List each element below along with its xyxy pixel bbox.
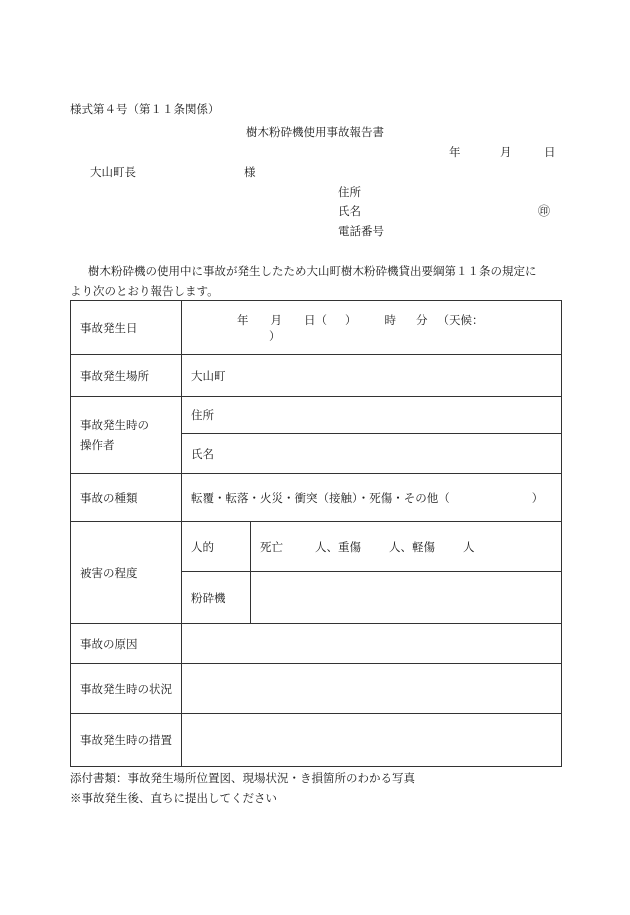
accident-time-hour: 時: [384, 312, 396, 327]
accident-type-field[interactable]: [182, 474, 562, 522]
accident-cause-field[interactable]: [182, 624, 562, 664]
row-accident-date: [71, 301, 562, 355]
damage-label: 被害の程度: [71, 522, 182, 624]
addressee: 大山町長: [90, 165, 136, 179]
applicant-address-label: 住所: [338, 185, 361, 199]
accident-type-close: ）: [531, 490, 544, 505]
row-accident-measures: [71, 714, 562, 767]
accident-date-day: 日（: [304, 312, 327, 327]
accident-date-label: 事故発生日: [71, 301, 182, 355]
accident-date-field[interactable]: [182, 301, 562, 355]
row-accident-type: [71, 474, 562, 522]
honorific: 様: [244, 165, 256, 179]
accident-situation-label: 事故発生時の状況: [71, 664, 182, 714]
form-number: 様式第４号（第１１条関係）: [70, 102, 220, 116]
damage-machine-field[interactable]: [251, 572, 562, 624]
row-damage-human: [71, 522, 562, 572]
damage-serious-label: 人、重傷: [315, 539, 361, 554]
submission-note: ※事故発生後、直ちに提出してください: [70, 791, 277, 805]
damage-person-unit: 人: [463, 539, 475, 554]
accident-measures-field[interactable]: [182, 714, 562, 767]
accident-measures-label: 事故発生時の措置: [71, 714, 182, 767]
accident-cause-label: 事故の原因: [71, 624, 182, 664]
intro-line-1: 樹木粉砕機の使用中に事故が発生したため大山町樹木粉砕機貸出要綱第１１条の規定に: [88, 264, 537, 278]
damage-machine-label: 粉砕機: [182, 572, 251, 624]
applicant-phone-label: 電話番号: [338, 224, 384, 238]
weather-label: （天候：: [437, 312, 484, 327]
seal-mark: ㊞: [538, 204, 551, 218]
attachments-note: 添付書類：事故発生場所位置図、現場状況・き損箇所のわかる写真: [70, 771, 415, 785]
accident-location-value[interactable]: 大山町: [182, 355, 562, 397]
operator-address-field[interactable]: 住所: [182, 397, 562, 434]
accident-type-options: 転覆・転落・火災・衝突（接触）・死傷・その他（: [191, 490, 450, 505]
row-accident-location: [71, 355, 562, 397]
document-title: 樹木粉砕機使用事故報告書: [246, 125, 384, 139]
damage-minor-label: 人、軽傷: [389, 539, 435, 554]
date-day-label: 日: [544, 145, 556, 159]
damage-death-label: 死亡: [260, 539, 283, 554]
accident-time-minute: 分: [416, 312, 428, 327]
date-year-label: 年: [449, 145, 461, 159]
operator-label: [71, 397, 182, 474]
accident-report-table: [70, 300, 562, 767]
applicant-name-label: 氏名: [338, 204, 361, 218]
damage-human-label: 人的: [182, 522, 251, 572]
accident-location-label: 事故発生場所: [71, 355, 182, 397]
operator-label-line-2: 操作者: [80, 438, 115, 452]
damage-human-field[interactable]: [251, 522, 562, 572]
row-operator-address: [71, 397, 562, 434]
operator-name-field[interactable]: 氏名: [182, 434, 562, 474]
accident-date-year: 年: [237, 312, 249, 327]
intro-line-2: より次のとおり報告します。: [70, 284, 219, 298]
row-accident-situation: [71, 664, 562, 714]
date-month-label: 月: [500, 145, 512, 159]
accident-type-label: 事故の種類: [71, 474, 182, 522]
weather-close: ）: [269, 328, 281, 343]
accident-date-day-close: ）: [345, 312, 357, 327]
accident-situation-field[interactable]: [182, 664, 562, 714]
row-accident-cause: [71, 624, 562, 664]
accident-date-month: 月: [270, 312, 282, 327]
operator-label-line-1: 事故発生時の: [80, 417, 149, 432]
